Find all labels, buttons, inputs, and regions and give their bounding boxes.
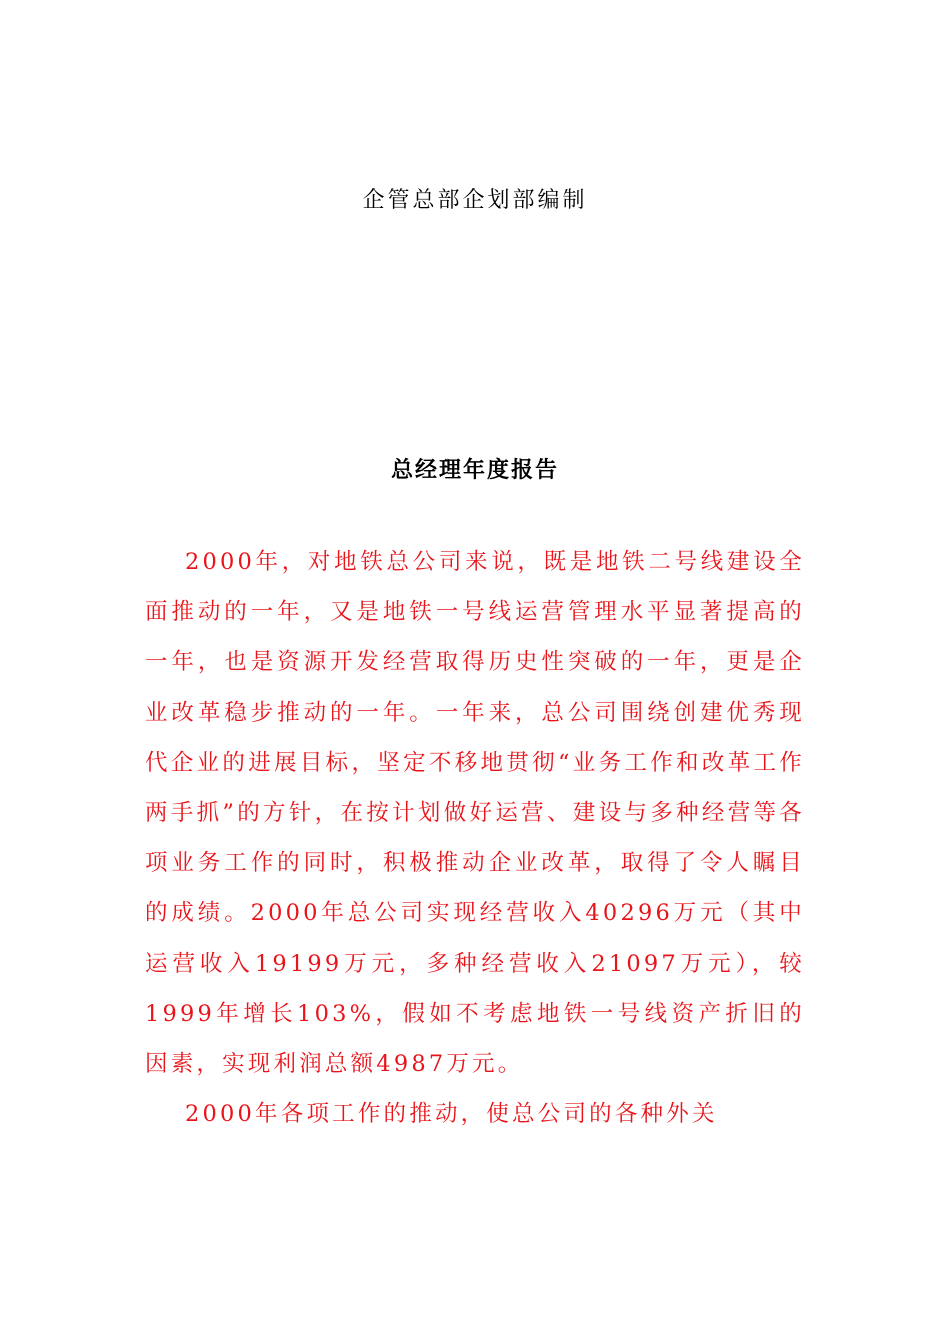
paragraph-1: 2000年，对地铁总公司来说，既是地铁二号线建设全面推动的一年，又是地铁一号线运营管理水平显著提高的一年，也是资源开发经营取得历史性突破的一年，更是企业改革稳步推动的一年。一年来，总公司围绕创建优秀现代企业的进展目标，坚定不移地贯彻“业务工作和改革工作两手抓”的方针，在按计划做好运营、建设与多种经营等各项业务工作的同时，积极推动企业改革，取得了令人瞩目的成绩。2000年总公司实现经营收入40296万元（其中运营收入19199万元，多种经营收入21097万元），较1999年增长103%，假如不考虑地铁一号线资产折旧的因素，实现利润总额4987万元。	[145, 549, 805, 1078]
editor-credit: 企管总部企划部编制	[362, 188, 588, 213]
report-body	[145, 537, 805, 1139]
paragraph-2: 2000年各项工作的推动，使总公司的各种外关	[185, 1101, 718, 1128]
report-title: 总经理年度报告	[390, 457, 559, 483]
